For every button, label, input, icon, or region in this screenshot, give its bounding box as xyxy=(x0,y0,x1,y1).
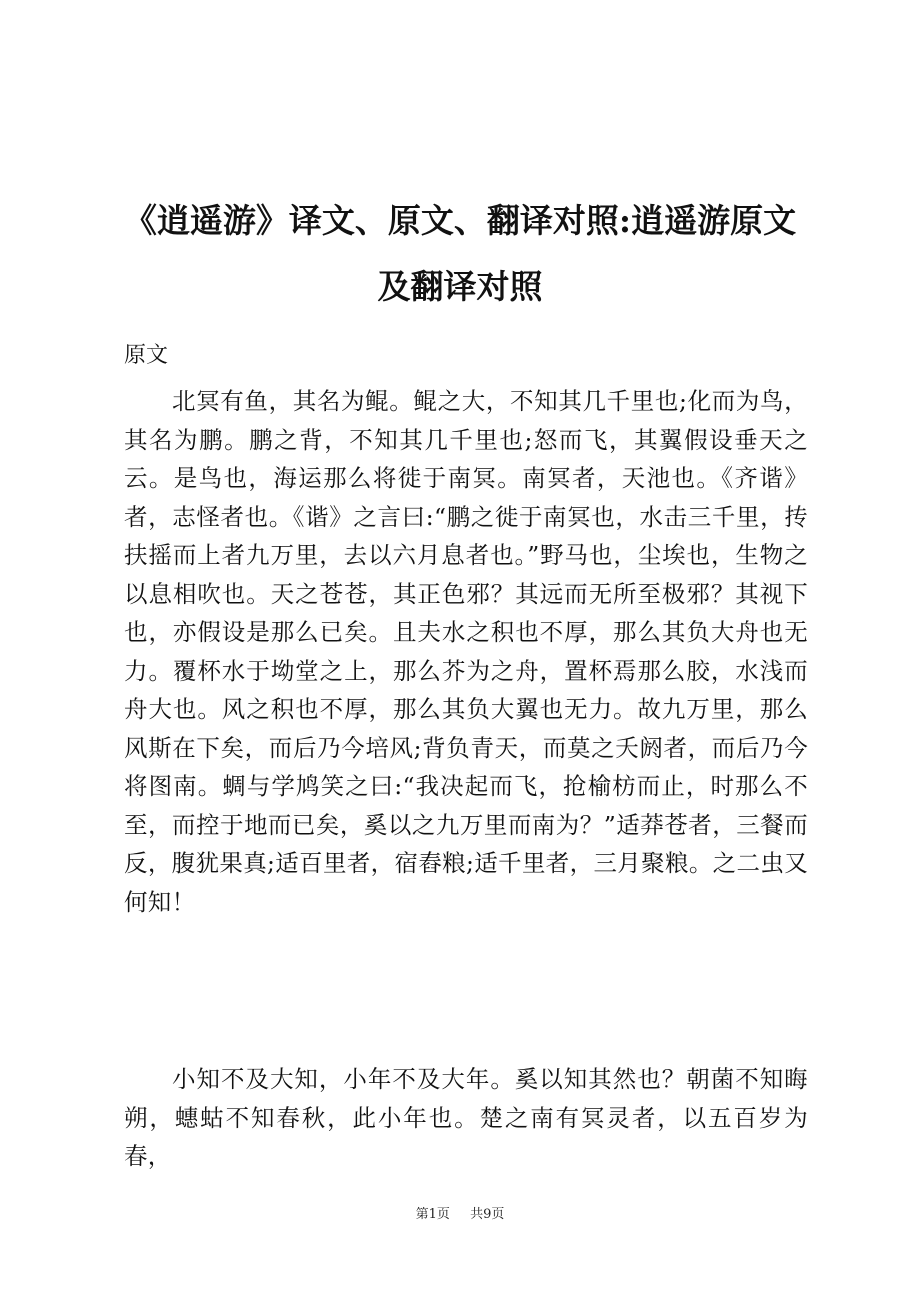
paragraph-2: 小知不及大知，小年不及大年。奚以知其然也？朝菌不知晦朔，蟪蛄不知春秋，此小年也。楚之南有冥灵者，以五百岁为春， xyxy=(124,1065,808,1170)
paragraph-1: 北冥有鱼，其名为鲲。鲲之大，不知其几千里也;化而为鸟，其名为鹏。鹏之背，不知其几千里也;怒而飞，其翼假设垂天之云。是鸟也，海运那么将徙于南冥。南冥者，天池也。《齐谐》者，志怪者也。《谐》之言曰:“鹏之徙于南冥也，水击三千里，抟扶摇而上者九万里，去以六月息者也。”野马也，尘埃也，生物之以息相吹也。天之苍苍，其正色邪？其远而无所至极邪？其视下也，亦假设是那么已矣。且夫水之积也不厚，那么其负大舟也无力。覆杯水于坳堂之上，那么芥为之舟，置杯焉那么胶，水浅而舟大也。风之积也不厚，那么其负大翼也无力。故九万里，那么风斯在下矣，而后乃今培风;背负青天，而莫之夭阏者，而后乃今将图南。蜩与学鸠笑之曰:“我决起而飞，抢榆枋而止，时那么不至，而控于地而已矣，奚以之九万里而南为？”适莽苍者，三餐而反，腹犹果真;适百里者，宿舂粮;适千里者，三月聚粮。之二虫又何知！ xyxy=(124,387,808,916)
section-label: 原文 xyxy=(124,343,169,368)
page-footer xyxy=(0,1205,920,1225)
page-total: 共9页 xyxy=(470,1207,505,1222)
document-title: 《逍遥游》译文、原文、翻译对照:逍遥游原文及翻译对照 xyxy=(123,201,797,306)
page-number: 第1页 xyxy=(415,1207,450,1222)
